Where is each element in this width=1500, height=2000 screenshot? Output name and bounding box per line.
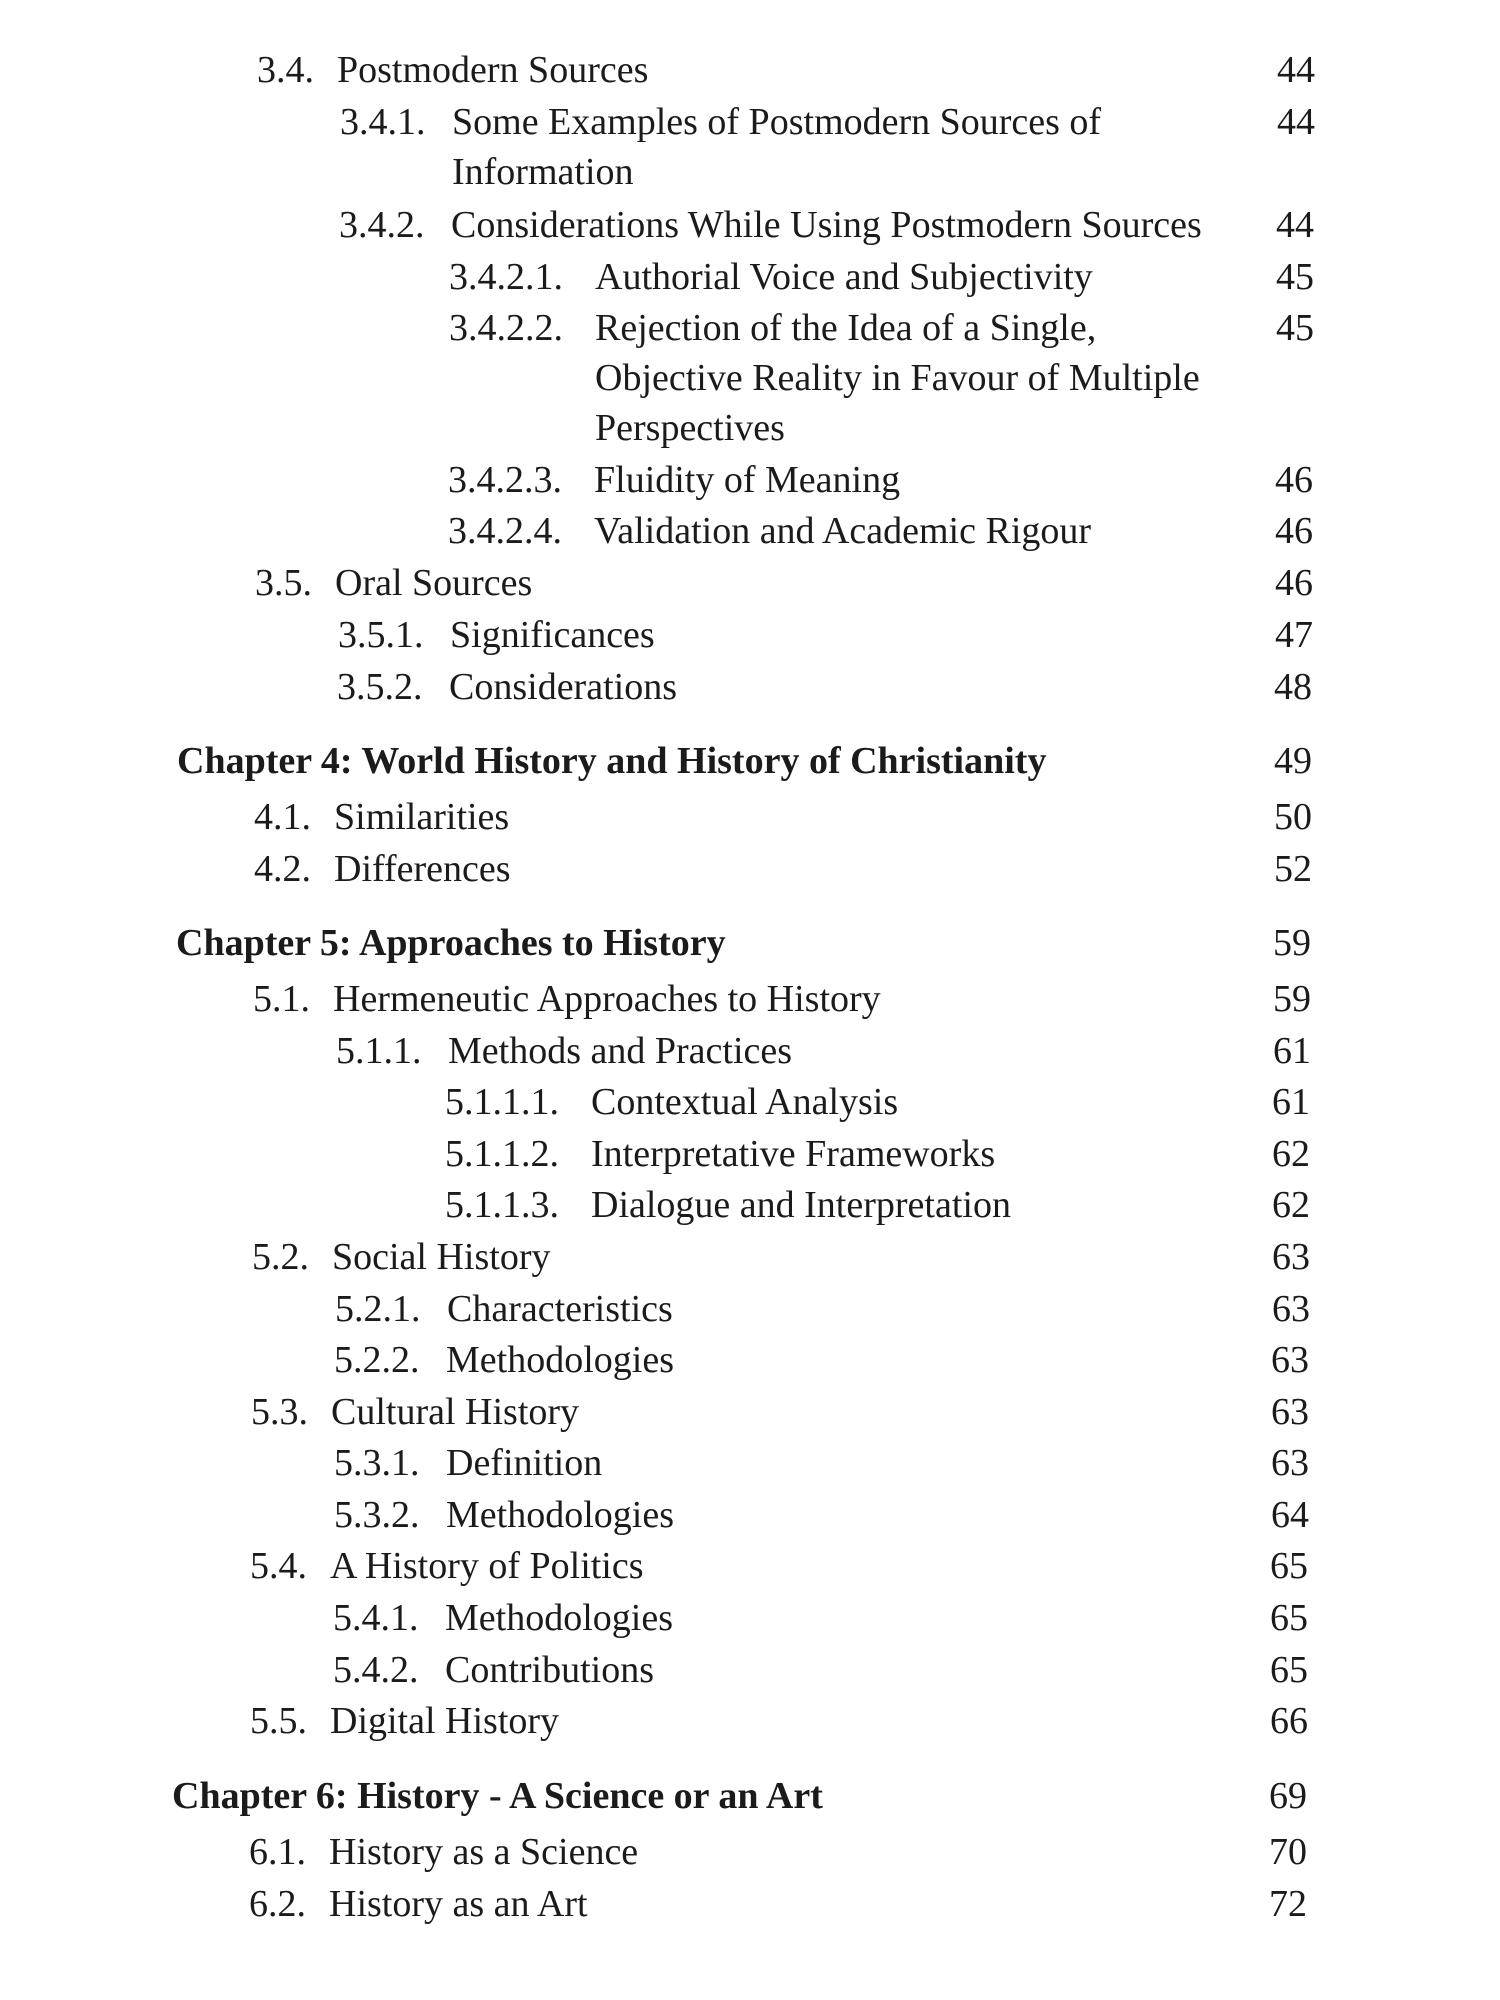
toc-entry-page-number: 59 [1273, 922, 1311, 964]
toc-entry-title [337, 45, 1230, 95]
toc-entry-number: 3.4.1. [340, 101, 426, 143]
toc-entry-page-number: 65 [1270, 1597, 1308, 1639]
toc-entry-title-line: Chapter 4: World History and History of Christianity [177, 740, 1047, 782]
toc-entry-page-number: 46 [1275, 562, 1313, 604]
toc-entry-title-line: Methods and Practices [448, 1030, 793, 1072]
toc-entry-number: 4.1. [254, 796, 311, 838]
toc-entry-number: 5.2. [252, 1236, 309, 1278]
toc-entry-page-number: 63 [1271, 1442, 1309, 1484]
toc-entry-title [591, 1129, 1225, 1179]
toc-entry-number: 3.4.2.4. [448, 510, 562, 552]
toc-entry-title [446, 1335, 1224, 1385]
toc-entry-page-number: 46 [1275, 510, 1313, 552]
toc-entry-number: 5.2.1. [335, 1288, 421, 1330]
toc-entry-page-number: 70 [1269, 1831, 1307, 1873]
toc-entry-title-line: Chapter 6: History - A Science or an Art [172, 1775, 823, 1817]
toc-entry-title-line: Considerations [449, 666, 677, 708]
toc-entry-title-line: History as a Science [329, 1831, 639, 1873]
toc-entry-title-line: Chapter 5: Approaches to History [176, 922, 726, 964]
toc-entry-title [594, 455, 1228, 505]
toc-entry-page-number: 44 [1277, 49, 1315, 91]
toc-entry-title [595, 303, 1229, 453]
toc-entry-title [591, 1180, 1225, 1230]
toc-entry-title [445, 1593, 1223, 1643]
toc-entry-title-line: Cultural History [331, 1391, 580, 1433]
toc-entry-title [594, 506, 1228, 556]
toc-entry-page-number: 45 [1276, 256, 1314, 298]
toc-entry-title-line: Similarities [334, 796, 510, 838]
toc-entry-number: 3.4.2.3. [448, 459, 562, 501]
toc-entry-page-number: 44 [1276, 204, 1314, 246]
toc-entry-page-number: 52 [1274, 848, 1312, 890]
toc-entry-page-number: 62 [1272, 1133, 1310, 1175]
toc-entry-title [595, 252, 1229, 302]
toc-entry-title [330, 1541, 1223, 1591]
toc-entry-page-number: 65 [1270, 1545, 1308, 1587]
toc-entry-number: 5.1.1. [336, 1030, 422, 1072]
toc-entry-number: 3.4.2.1. [449, 256, 563, 298]
toc-entry-title [330, 1696, 1223, 1746]
toc-entry-page-number: 61 [1273, 1030, 1311, 1072]
toc-entry-page-number: 63 [1272, 1288, 1310, 1330]
toc-entry-title [335, 558, 1228, 608]
toc-entry-title-line: History as an Art [329, 1883, 588, 1925]
toc-entry-page-number: 64 [1271, 1494, 1309, 1536]
toc-entry-title-line: Validation and Academic Rigour [594, 510, 1092, 552]
toc-entry-title-line: Fluidity of Meaning [594, 459, 901, 501]
toc-entry-title-line: Social History [332, 1236, 551, 1278]
toc-entry-title-line: Dialogue and Interpretation [591, 1184, 1011, 1226]
toc-entry-page-number: 47 [1275, 614, 1313, 656]
toc-entry-title [329, 1879, 1222, 1929]
toc-entry-page-number: 49 [1274, 740, 1312, 782]
toc-entry-number: 5.1.1.3. [445, 1184, 559, 1226]
toc-entry-page-number: 66 [1270, 1700, 1308, 1742]
toc-entry-title-line: Perspectives [595, 407, 785, 449]
toc-entry-title [332, 1232, 1225, 1282]
toc-entry-title [451, 200, 1229, 250]
toc-entry-title-line: Contributions [445, 1649, 655, 1691]
toc-entry-title [445, 1645, 1223, 1695]
toc-entry-page-number: 63 [1271, 1391, 1309, 1433]
toc-entry-number: 3.4.2.2. [449, 307, 563, 349]
toc-entry-title [591, 1077, 1225, 1127]
toc-entry-title [333, 974, 1226, 1024]
toc-entry-page-number: 48 [1274, 666, 1312, 708]
toc-entry-page-number: 62 [1272, 1184, 1310, 1226]
toc-entry-title-line: Interpretative Frameworks [591, 1133, 996, 1175]
toc-entry-number: 3.4. [257, 49, 314, 91]
toc-entry-title-line: Digital History [330, 1700, 560, 1742]
toc-entry-title-line: Characteristics [447, 1288, 673, 1330]
toc-entry-title [450, 610, 1228, 660]
toc-entry-page-number: 69 [1269, 1775, 1307, 1817]
toc-entry-number: 5.1. [253, 978, 310, 1020]
toc-entry-title-line: Oral Sources [335, 562, 533, 604]
toc-entry-number: 3.5.2. [337, 666, 423, 708]
toc-entry-number: 5.2.2. [334, 1339, 420, 1381]
toc-entry-number: 5.3. [251, 1391, 308, 1433]
toc-entry-title-line: Objective Reality in Favour of Multiple [595, 357, 1200, 399]
toc-entry-number: 5.3.2. [334, 1494, 420, 1536]
toc-entry-number: 6.2. [249, 1883, 306, 1925]
toc-entry-title [447, 1284, 1225, 1334]
toc-entry-title [172, 1771, 1222, 1821]
toc-entry-title [177, 736, 1227, 786]
toc-entry-number: 4.2. [254, 848, 311, 890]
toc-entry-title-line: Considerations While Using Postmodern Sources [451, 204, 1202, 246]
toc-entry-title-line: Definition [446, 1442, 603, 1484]
toc-entry-title [452, 97, 1230, 197]
toc-entry-title-line: A History of Politics [330, 1545, 644, 1587]
toc-entry-title-line: Significances [450, 614, 655, 656]
toc-entry-title [446, 1438, 1224, 1488]
toc-entry-number: 3.4.2. [339, 204, 425, 246]
toc-entry-page-number: 63 [1272, 1236, 1310, 1278]
toc-entry-title-line: Methodologies [446, 1339, 674, 1381]
toc-entry-title-line: Hermeneutic Approaches to History [333, 978, 881, 1020]
toc-entry-title [334, 792, 1227, 842]
toc-entry-title [329, 1827, 1222, 1877]
toc-entry-number: 5.3.1. [334, 1442, 420, 1484]
toc-entry-number: 5.4.2. [333, 1649, 419, 1691]
toc-entry-title [449, 662, 1227, 712]
toc-entry-number: 3.5. [255, 562, 312, 604]
toc-entry-page-number: 50 [1274, 796, 1312, 838]
toc-entry-number: 5.4.1. [333, 1597, 419, 1639]
toc-entry-page-number: 59 [1273, 978, 1311, 1020]
toc-entry-number: 5.1.1.1. [445, 1081, 559, 1123]
toc-entry-title-line: Methodologies [445, 1597, 673, 1639]
toc-entry-page-number: 63 [1271, 1339, 1309, 1381]
toc-entry-page-number: 45 [1276, 307, 1314, 349]
toc-entry-page-number: 46 [1275, 459, 1313, 501]
toc-entry-title-line: Information [452, 151, 634, 193]
toc-entry-title [446, 1490, 1224, 1540]
toc-entry-title [334, 844, 1227, 894]
toc-entry-title-line: Contextual Analysis [591, 1081, 899, 1123]
toc-entry-number: 5.5. [250, 1700, 307, 1742]
toc-entry-title-line: Rejection of the Idea of a Single, [595, 307, 1097, 349]
toc-entry-title [176, 918, 1226, 968]
toc-entry-page-number: 44 [1277, 101, 1315, 143]
toc-entry-page-number: 65 [1270, 1649, 1308, 1691]
toc-entry-title-line: Differences [334, 848, 511, 890]
toc-entry-title [331, 1387, 1224, 1437]
toc-entry-title-line: Postmodern Sources [337, 49, 649, 91]
toc-entry-page-number: 61 [1272, 1081, 1310, 1123]
toc-entry-title-line: Methodologies [446, 1494, 674, 1536]
toc-entry-page-number: 72 [1269, 1883, 1307, 1925]
toc-entry-number: 5.1.1.2. [445, 1133, 559, 1175]
toc-entry-title-line: Some Examples of Postmodern Sources of [452, 101, 1102, 143]
toc-entry-number: 6.1. [249, 1831, 306, 1873]
toc-entry-number: 5.4. [250, 1545, 307, 1587]
toc-entry-title-line: Authorial Voice and Subjectivity [595, 256, 1093, 298]
toc-entry-number: 3.5.1. [338, 614, 424, 656]
toc-entry-title [448, 1026, 1226, 1076]
